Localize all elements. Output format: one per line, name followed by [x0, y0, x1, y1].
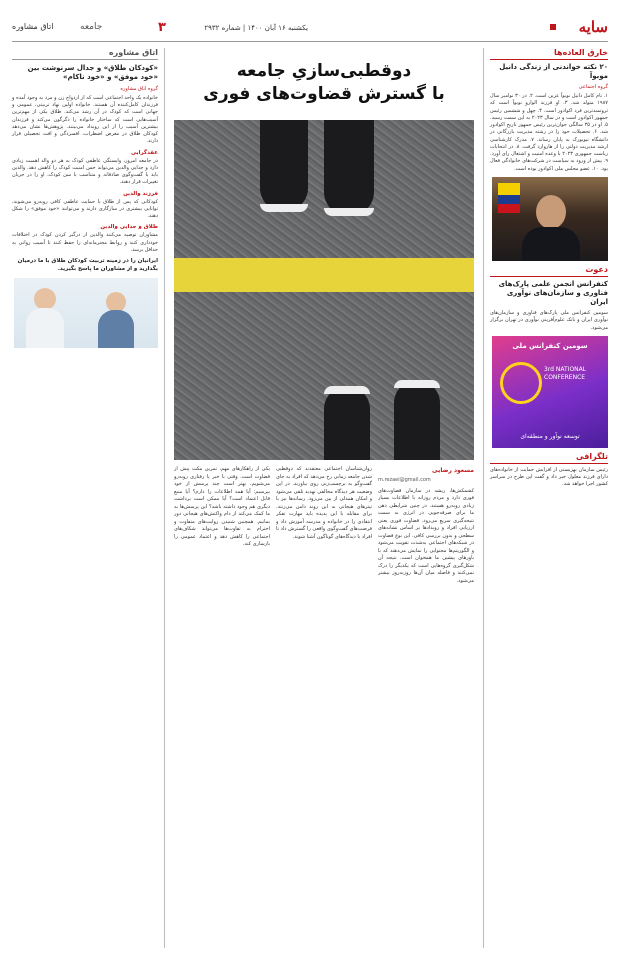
section-title-telegraph: تلگرافی	[490, 452, 608, 464]
section-title-advice: اتاق مشاوره	[12, 48, 158, 60]
sneaker-icon	[324, 386, 370, 460]
advice-body: در جامعه امروز، وابستگی عاطفی کودک به هر دو والد اهمیت زیادی دارد و جدایی والدین می‌تواند حس امنیت کودک را کاهش دهد. والدین باید با گفت‌وگوی صادقانه و متناسب با سن کودک، او را در جریان تغییرات قرار دهند.	[12, 157, 158, 186]
column-text: روان‌شناسان اجتماعی معتقدند که دوقطبی شدن جامعه زمانی رخ می‌دهد که افراد به جای گفت‌وگو به برچسب‌زنی روی بیاورند. در این وضعیت هر دیدگاه مخالفی تهدید تلقی می‌شود و امکان همدلی از بین می‌رود. رسانه‌ها نیز با تیترهای هیجانی به این روند دامن می‌زنند. برای مقابله با این پدیده باید مهارت تفکر انتقادی را در خانواده و مدرسه آموزش داد و فرصت‌های گفت‌وگوی واقعی را گسترش داد تا افراد با دیدگاه‌های گوناگون آشنا شوند.	[276, 466, 372, 540]
president-photo	[492, 177, 608, 261]
sidebar-byline: گروه اجتماعی	[578, 84, 608, 91]
section-title-extraordinary: خارق العاده‌ها	[490, 48, 608, 60]
child-head	[106, 292, 126, 312]
advice-byline: گروه اتاق مشاوره	[120, 85, 158, 92]
sidebar-body: ۱. نام کامل دانیل نوبوآ عزین است. ۲. در ۳۰ نوامبر سال ۱۹۸۷ متولد شد. ۳. او فرزند الوارو نوبوآ است که ثروتمندترین فرد اکوادور است. ۴. چهل و ششمین رئیس جمهور اکوادور است و در سال ۲۰۲۳ به این سمت رسید. ۵. او در ۳۵ سالگی جوان‌ترین رئیس جمهور تاریخ اکوادور شد. ۶. تحصیلات خود را در رشته مدیریت بازرگانی در دانشگاه نیویورک به پایان رساند. ۷. مدرک کارشناسی ارشد مدیریت دولتی را از هاروارد گرفت. ۸. در انتخابات ریاست جمهوری ۲۰۲۳ با وعده امنیت و اشتغال رای آورد. ۹. پیش از ورود به سیاست در شرکت‌های خانوادگی فعال بود. ۱۰. عضو مجلس ملی اکوادور بوده است.	[490, 93, 609, 172]
article-body	[174, 466, 474, 950]
shoe-icon	[324, 120, 374, 216]
author-email: m.rezaei@gmail.com	[378, 477, 431, 483]
invite-headline: کنفرانس انجمن علمی پارک‌های فناوری و سازمان‌های نوآوری ایران	[498, 279, 608, 307]
advice-subhead: طلاق و جدایی والدین	[100, 224, 158, 231]
right-sidebar	[490, 48, 608, 948]
sneaker-icon	[394, 380, 440, 460]
invite-body: سومین کنفرانس ملی پارک‌های فناوری و سازمان‌های نوآوری ایران و بانک علوم‌آفرینی نوآوری در تهران برگزار می‌شود.	[490, 310, 608, 331]
advice-body: مشاوران توصیه می‌کنند والدین از درگیر کردن کودک در اختلافات خودداری کنند و روابط محترمانه‌ای را حفظ کنند تا آسیب روانی به حداقل برسد.	[12, 232, 158, 253]
page-header	[12, 18, 608, 42]
issue-date: یکشنبه ۱۶ آبان ۱۴۰۰ | شماره ۲۹۳۲	[204, 24, 308, 32]
article-column-1	[378, 466, 474, 950]
main-photo	[174, 120, 474, 460]
yellow-line	[174, 258, 474, 292]
portrait-face	[536, 195, 566, 229]
poster-ring-icon	[500, 362, 542, 404]
article-column-3	[174, 466, 270, 950]
shoe-icon	[260, 120, 308, 212]
article-author: مسعود رضایی	[432, 467, 474, 474]
children-photo	[14, 278, 158, 348]
advice-headline: «کودکان طلاق» و جدال سرنوشت بین «خود موفق» و «خود ناکام»	[27, 64, 158, 82]
brand-logo: سایه	[578, 18, 608, 36]
advice-subhead: عقدگرایی	[130, 149, 158, 156]
flag-icon	[498, 183, 520, 213]
column-text: کشمکش‌ها، ریشه در سازمان قضاوت‌های فوری دارد و مردم روزانه با اطلاعات بسیار زیادی روبه‌رو هستند. در چنین شرایطی ذهن ما برای صرفه‌جویی در انرژی به سمت نتیجه‌گیری سریع می‌رود. قضاوت فوری یعنی ارزیابی افراد و رویدادها بر اساس نشانه‌های سطحی و بدون بررسی کافی. این نوع قضاوت در شبکه‌های اجتماعی به‌شدت تقویت می‌شود و الگوریتم‌ها محتوایی را نمایش می‌دهند که با باورهای پیشین ما همخوان است. نتیجه آن شکل‌گیری گروه‌هایی است که یکدیگر را درک نمی‌کنند و فاصله میان آن‌ها روزبه‌روز بیشتر می‌شود.	[378, 487, 474, 584]
telegraph-body: رئیس سازمان بهزیستی از افزایش حمایت از خانواده‌های دارای فرزند معلول خبر داد و گفت این طرح در سراسر کشور اجرا خواهد شد.	[490, 466, 608, 488]
child-head	[34, 288, 56, 310]
poster-english: 3rd NATIONAL CONFERENCE	[544, 365, 587, 381]
advice-body: خانواده یک واحد اجتماعی است که از ازدواج زن و مرد به وجود آمده و فرزندان کامل‌کننده آن هستند. خانواده اولین نهاد تربیتی، عمومی و جهانی است که کودک در آن رشد می‌کند. طلاق یکی از مهم‌ترین آسیب‌هایی است که ساختار خانواده را دگرگون می‌کند و فرزندان بیشترین آسیب را از این رویداد می‌بینند. پژوهش‌ها نشان می‌دهد کودکان طلاق در معرض اضطراب، افسردگی و افت تحصیلی قرار دارند.	[12, 94, 158, 145]
child-body	[26, 308, 64, 348]
portrait-suit	[522, 227, 580, 261]
advice-subhead: فرزند والدین	[123, 190, 158, 197]
left-sidebar	[12, 48, 158, 948]
advice-caption: ایرانیان را در زمینه تربیت کودکان طلاق با ما درمیان بگذارید و از مشاوران ما پاسخ بگیرید.	[17, 258, 158, 272]
sidebar-headline: ۲۰ نکته خواندنی از زندگی دانیل موبوآ	[499, 63, 608, 81]
page-number: ۳	[158, 20, 166, 35]
column-divider	[483, 48, 484, 948]
brand-mark-icon	[550, 24, 556, 30]
left-rubric: اتاق مشاوره	[12, 22, 54, 31]
article-column-2	[276, 466, 372, 950]
main-headline	[174, 60, 474, 106]
column-divider	[164, 48, 165, 948]
poster-title: سومین کنفرانس ملی	[512, 341, 588, 350]
section-title-invite: دعوت	[490, 265, 608, 277]
column-text: یکی از راهکارهای مهم، تمرین مکث پیش از قضاوت است. وقتی با خبر یا رفتاری روبه‌رو می‌شویم، بهتر است چند پرسش از خود بپرسیم: آیا همه اطلاعات را دارم؟ آیا منبع قابل اعتماد است؟ آیا ممکن است برداشت دیگری هم وجود داشته باشد؟ این پرسش‌ها به ما کمک می‌کند از دام واکنش‌های هیجانی دور بمانیم. همچنین شنیدن روایت‌های متفاوت و احترام به تفاوت‌ها می‌تواند شکاف‌های اجتماعی را کاهش دهد و اعتماد عمومی را بازسازی کند.	[174, 466, 270, 547]
child-body	[98, 310, 134, 348]
advice-body: کودکانی که پس از طلاق با حمایت عاطفی کافی روبه‌رو می‌شوند، توانایی بیشتری در سازگاری دارند و می‌توانند «خود موفق» را شکل دهند.	[12, 198, 158, 220]
headline-line-2: با گسترش قضاوت‌های فوری	[203, 83, 445, 104]
conference-poster	[492, 336, 608, 448]
headline-line-1: دوقطبی‌سازیِ جامعه	[236, 61, 412, 81]
poster-bottom: توسعه نوآور و منطقه‌ای	[520, 432, 580, 440]
page-label: جامعه	[80, 22, 103, 32]
